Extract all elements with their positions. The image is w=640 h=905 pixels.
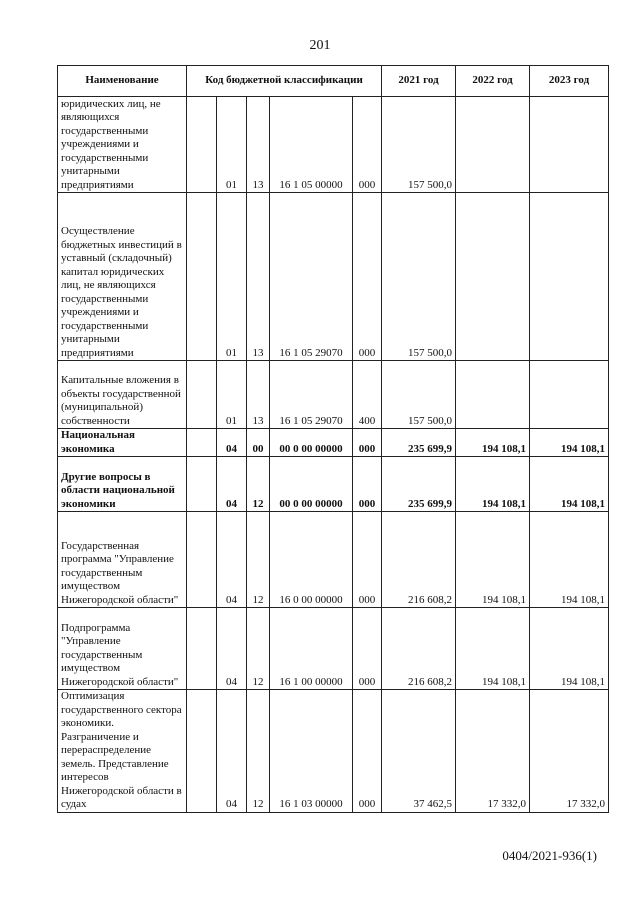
- code-empty-cell: [187, 429, 217, 457]
- target-item-code-cell: 16 1 05 00000: [270, 97, 353, 193]
- value-2023-cell: 194 108,1: [530, 429, 609, 457]
- value-2021-cell: 235 699,9: [382, 457, 456, 512]
- code-empty-cell: [187, 457, 217, 512]
- value-2023-cell: [530, 97, 609, 193]
- subsection-code-cell: 12: [247, 608, 270, 690]
- code-empty-cell: [187, 690, 217, 813]
- code-empty-cell: [187, 97, 217, 193]
- row-name-cell: юридических лиц, не являющихся государственными учреждениями и государственными унитарными предприятиями: [58, 97, 187, 193]
- value-2021-cell: 216 608,2: [382, 512, 456, 608]
- row-name-cell: Оптимизация государственного сектора экономики. Разграничение и перераспределение земель. Представление интересов Нижегородской области в судах: [58, 690, 187, 813]
- row-name-cell: Подпрограмма "Управление государственным имуществом Нижегородской области": [58, 608, 187, 690]
- header-2021: 2021 год: [382, 66, 456, 97]
- budget-table: [57, 65, 609, 813]
- table-row: [58, 457, 609, 512]
- code-empty-cell: [187, 193, 217, 361]
- section-code-cell: 04: [217, 608, 247, 690]
- row-name-cell: Осуществление бюджетных инвестиций в уставный (складочный) капитал юридических лиц, не являющихся государственными учреждениями и государственными унитарными предприятиями: [58, 193, 187, 361]
- target-item-code-cell: 00 0 00 00000: [270, 429, 353, 457]
- table-row: [58, 429, 609, 457]
- table-header-row: [58, 66, 609, 97]
- header-2023: 2023 год: [530, 66, 609, 97]
- value-2021-cell: 216 608,2: [382, 608, 456, 690]
- table-body: [58, 97, 609, 813]
- expense-type-code-cell: 000: [353, 97, 382, 193]
- value-2022-cell: 194 108,1: [456, 457, 530, 512]
- value-2023-cell: [530, 361, 609, 429]
- document-code: 0404/2021-936(1): [502, 848, 597, 863]
- table-row: [58, 690, 609, 813]
- section-code-cell: 04: [217, 512, 247, 608]
- value-2023-cell: 194 108,1: [530, 512, 609, 608]
- value-2021-cell: 37 462,5: [382, 690, 456, 813]
- value-2022-cell: 17 332,0: [456, 690, 530, 813]
- value-2023-cell: 194 108,1: [530, 457, 609, 512]
- expense-type-code-cell: 000: [353, 608, 382, 690]
- value-2023-cell: [530, 193, 609, 361]
- section-code-cell: 01: [217, 193, 247, 361]
- value-2022-cell: 194 108,1: [456, 512, 530, 608]
- subsection-code-cell: 12: [247, 457, 270, 512]
- target-item-code-cell: 16 0 00 00000: [270, 512, 353, 608]
- subsection-code-cell: 13: [247, 97, 270, 193]
- row-name-cell: Национальная экономика: [58, 429, 187, 457]
- code-empty-cell: [187, 361, 217, 429]
- row-name-cell: Государственная программа "Управление государственным имуществом Нижегородской области": [58, 512, 187, 608]
- expense-type-code-cell: 000: [353, 690, 382, 813]
- table-row: [58, 608, 609, 690]
- code-empty-cell: [187, 608, 217, 690]
- value-2021-cell: 157 500,0: [382, 193, 456, 361]
- value-2022-cell: 194 108,1: [456, 429, 530, 457]
- subsection-code-cell: 12: [247, 512, 270, 608]
- table-row: [58, 193, 609, 361]
- value-2021-cell: 157 500,0: [382, 97, 456, 193]
- subsection-code-cell: 13: [247, 193, 270, 361]
- section-code-cell: 04: [217, 429, 247, 457]
- subsection-code-cell: 13: [247, 361, 270, 429]
- code-empty-cell: [187, 512, 217, 608]
- table-row: [58, 512, 609, 608]
- value-2021-cell: 235 699,9: [382, 429, 456, 457]
- value-2022-cell: [456, 97, 530, 193]
- value-2021-cell: 157 500,0: [382, 361, 456, 429]
- header-name: Наименование: [58, 66, 187, 97]
- target-item-code-cell: 16 1 00 00000: [270, 608, 353, 690]
- value-2023-cell: 194 108,1: [530, 608, 609, 690]
- row-name-cell: Капитальные вложения в объекты государственной (муниципальной) собственности: [58, 361, 187, 429]
- section-code-cell: 01: [217, 361, 247, 429]
- value-2022-cell: 194 108,1: [456, 608, 530, 690]
- row-name-cell: Другие вопросы в области национальной экономики: [58, 457, 187, 512]
- section-code-cell: 04: [217, 457, 247, 512]
- target-item-code-cell: 16 1 05 29070: [270, 193, 353, 361]
- expense-type-code-cell: 000: [353, 512, 382, 608]
- target-item-code-cell: 00 0 00 00000: [270, 457, 353, 512]
- target-item-code-cell: 16 1 03 00000: [270, 690, 353, 813]
- value-2022-cell: [456, 193, 530, 361]
- subsection-code-cell: 00: [247, 429, 270, 457]
- page-number: 201: [309, 38, 331, 53]
- value-2023-cell: 17 332,0: [530, 690, 609, 813]
- expense-type-code-cell: 000: [353, 193, 382, 361]
- section-code-cell: 01: [217, 97, 247, 193]
- expense-type-code-cell: 400: [353, 361, 382, 429]
- target-item-code-cell: 16 1 05 29070: [270, 361, 353, 429]
- table-row: [58, 97, 609, 193]
- expense-type-code-cell: 000: [353, 457, 382, 512]
- expense-type-code-cell: 000: [353, 429, 382, 457]
- value-2022-cell: [456, 361, 530, 429]
- header-2022: 2022 год: [456, 66, 530, 97]
- table-row: [58, 361, 609, 429]
- section-code-cell: 04: [217, 690, 247, 813]
- subsection-code-cell: 12: [247, 690, 270, 813]
- header-code: Код бюджетной классификации: [187, 66, 382, 97]
